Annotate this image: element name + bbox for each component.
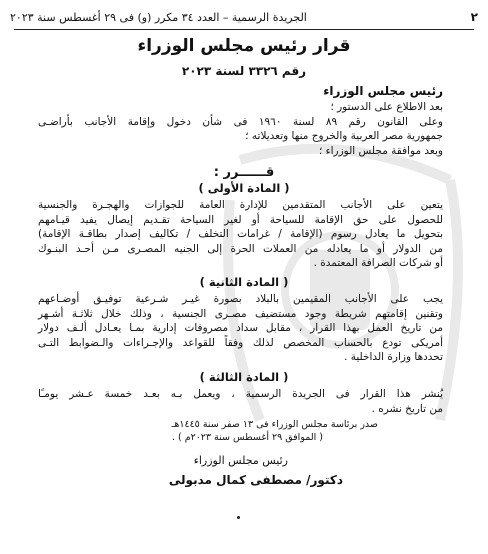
issuance-line: ( الموافق ٢٩ أغسطس سنة ٢٠٢٣م ) . (171, 432, 323, 443)
article-2-heading: ( المادة الثانية ) (199, 275, 289, 289)
signature-name: دكتور/ مصطفى كمال مدبولى (168, 473, 343, 487)
article-1-line: للحصول على حق الإقامة للسياحة أو لغير السياحة تقـديم إيصال يفيد قيـامهم (38, 213, 443, 226)
issuance-line: صدر برئاسة مجلس الوزراء فى ١٣ صفر سنة ١٤٤٥هـ (171, 419, 378, 430)
preamble (38, 100, 443, 158)
article-1-line: يتعين على الأجانب المتقدمين للإدارة العامة للجوازات والهجـرة والجنسية (38, 199, 443, 211)
article-3-heading: ( المادة الثالثة ) (199, 370, 289, 384)
header-divider (14, 29, 474, 30)
preamble-line: جمهورية مصر العربية والخروج منها وتعديلاته ؛ (245, 130, 443, 142)
article-3-line: من تاريخ نشره . (371, 402, 443, 415)
preamble-line: بعد الاطلاع على الدستور ؛ (330, 101, 443, 113)
signature-title: رئيس مجلس الوزراء (193, 454, 288, 467)
article-2-line: أمريكى تودع بالحساب المخصص لذلك وفقاً للقواعد والإجـراءات والـضوابط التـى (38, 336, 443, 349)
article-1-heading: ( المادة الأولى ) (198, 181, 290, 195)
article-2-body (38, 292, 443, 365)
gazette-issue-line: الجريدة الرسمية – العدد ٣٤ مكرر (و) فى ٢٩ أغسطس سنة ٢٠٢٣ (10, 10, 307, 24)
article-3-body (38, 387, 443, 416)
issuer-heading: رئيس مجلس الوزراء (323, 84, 443, 98)
article-3-line: يُنشر هذا القرار فى الجريدة الرسمية ، ويعمل بـه بعـد خمسة عـشر يومـًا (38, 388, 443, 400)
article-2-line: من تاريخ العمل بهذا القرار ، مقابل سداد مصروفات إدارية بمـا يعـادل ألـف دولار (38, 322, 443, 334)
article-1-body (38, 198, 443, 271)
decision-word: قــــــرر : (213, 165, 275, 180)
article-1-line: بتحويل ما يعادل رسوم (الإقامة / غرامات التخلف / تكاليف إصدار بطاقـة الإقامة) (38, 228, 443, 240)
article-1-line: أو شركات الصرافة المعتمدة . (313, 257, 443, 269)
article-2-line: تحددها وزارة الداخلية . (344, 351, 443, 363)
gazette-header (10, 10, 478, 24)
preamble-line: وعلى القانون رقم ٨٩ لسنة ١٩٦٠ فى شأن دخول وإقامة الأجانب بأراضـى (38, 115, 443, 128)
page-number: ٢ (470, 10, 478, 24)
decree-title: قرار رئيس مجلس الوزراء (137, 36, 351, 56)
decree-number: رقم ٣٣٢٦ لسنة ٢٠٢٣ (181, 64, 307, 78)
issuance-note (38, 418, 378, 444)
article-2-line: وتقنين إقامتهم شريطة وجود مستضيف مصـرى الجنسية ، وذلك خلال ثلاثـة أشـهر (38, 307, 443, 320)
article-2-line: يجب على الأجانب المقيمين بالبلاد بصورة غيـر شـرعية توفيـق أوضـاعهم (38, 293, 443, 305)
preamble-line: وبعد موافقة مجلس الوزراء ؛ (319, 144, 443, 157)
article-1-line: من الدولار أو ما يعادله من العملات الحرة إلى الجنيه المصـرى مـن أحـد البنـوك (38, 242, 443, 255)
page-end-dot (237, 516, 240, 519)
